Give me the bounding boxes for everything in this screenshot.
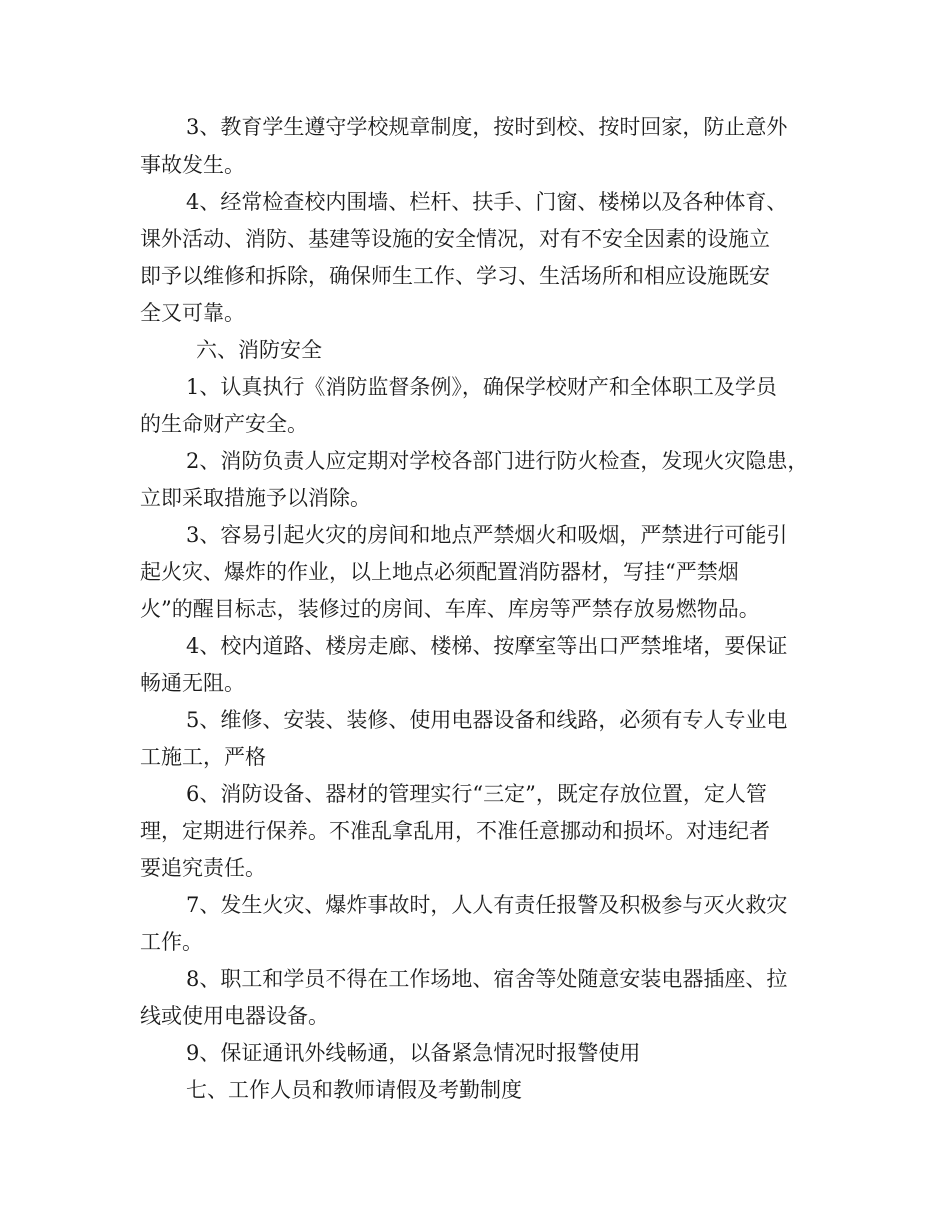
text-line: 7、发生火灾、爆炸事故时，人人有责任报警及积极参与灭火救灾 [186,893,788,917]
text-line: 起火灾、爆炸的作业，以上地点必须配置消防器材，写挂“严禁烟 [140,560,739,584]
text-line: 工施工，严格 [140,745,266,769]
text-line: 6、消防设备、器材的管理实行“三定”，既定存放位置，定人管 [186,782,767,806]
text-line: 火”的醒目标志，装修过的房间、车库、库房等严禁存放易燃物品。 [140,597,760,621]
text-line: 4、经常检查校内围墙、栏杆、扶手、门窗、楼梯以及各种体育、 [186,190,788,214]
text-line: 理，定期进行保养。不准乱拿乱用，不准任意挪动和损坏。对违纪者 [140,819,770,843]
text-line: 要追究责任。 [140,856,266,880]
text-line: 9、保证通讯外线畅通，以备紧急情况时报警使用 [186,1041,641,1065]
section-heading: 七、工作人员和教师请假及考勤制度 [186,1078,522,1102]
text-line: 3、容易引起火灾的房间和地点严禁烟火和吸烟，严禁进行可能引 [186,523,788,547]
section-heading: 六、消防安全 [196,338,322,362]
text-line: 课外活动、消防、基建等设施的安全情况，对有不安全因素的设施立 [140,227,770,251]
text-line: 全又可靠。 [140,301,245,325]
text-line: 2、消防负责人应定期对学校各部门进行防火检查，发现火灾隐患， [186,449,809,473]
text-line: 工作。 [140,930,203,954]
text-line: 事故发生。 [140,153,245,177]
text-line: 的生命财产安全。 [140,412,308,436]
text-line: 8、职工和学员不得在工作场地、宿舍等处随意安装电器插座、拉 [186,967,788,991]
text-line: 3、教育学生遵守学校规章制度，按时到校、按时回家，防止意外 [186,115,788,139]
text-line: 5、维修、安装、装修、使用电器设备和线路，必须有专人专业电 [186,708,788,732]
text-line: 4、校内道路、楼房走廊、楼梯、按摩室等出口严禁堆堵，要保证 [186,634,788,658]
text-line: 立即采取措施予以消除。 [140,486,371,510]
text-line: 线或使用电器设备。 [140,1004,329,1028]
text-line: 1、认真执行《消防监督条例》，确保学校财产和全体职工及学员 [186,375,777,399]
text-line: 即予以维修和拆除，确保师生工作、学习、生活场所和相应设施既安 [140,264,770,288]
text-line: 畅通无阻。 [140,671,245,695]
